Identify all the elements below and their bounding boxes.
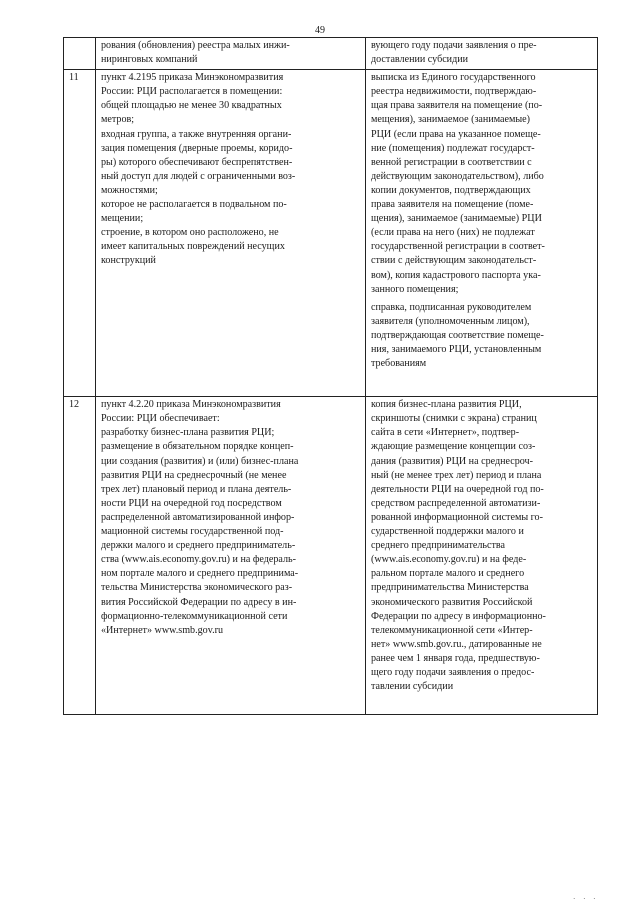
table-row [64,397,598,715]
requirement-text: пункт 4.2195 приказа Минэкономразвития России: РЦИ располагается в помещении: общей площадью не менее 30 квадратных метров; входная группа, а также внутренняя органи- зация помещения (дверные проемы, коридо- ры) которого обеспечивают беспрепятствен- ный доступ для людей с ограниченными воз- можностями; которое не располагается в подвальном по- мещении; строение, в котором оно расположено, не имеет капитальных повреждений несущих конструкций [101,72,296,267]
requirement-cell [96,70,366,397]
row-number [64,38,96,70]
requirement-cell [96,38,366,70]
row-number: 11 [64,70,96,397]
table-row [64,70,598,397]
documents-extra-text: справка, подписанная руководителем заявителя (уполномоченным лицом), подтверждающая соответствие помеще- ния, занимаемого РЦИ, установленным требованиям [371,301,544,370]
table-row [64,38,598,70]
documents-cell [366,397,598,715]
scan-marks: · · · [573,895,599,903]
requirement-text: рования (обновления) реестра малых инжи- ниринговых компаний [101,40,290,66]
documents-text: копия бизнес-плана развития РЦИ, скриншоты (снимки с экрана) страниц сайта в сети «Интернет», подтвер- ждающие размещение концепции соз- дания (развития) РЦИ на среднесроч- ный (не менее трех лет) период и плана деятельности РЦИ на очередной год по- средством распределенной автоматизи- рованной информационной системы го- сударственной поддержки малого и среднего предпринимательства (www.ais.economy.gov.ru) и на феде- ральном портале малого и среднего предпринимательства Министерства экономического развития Российской Федерации по адресу в информационно- телекоммуникационной сети «Интер- нет» www.smb.gov.ru., датированные не ранее чем 1 января года, предшествую- щего году подачи заявления о предос- тавлении субсидии [371,399,546,693]
page-number: 49 [315,25,325,36]
requirements-table [63,37,598,715]
requirement-text: пункт 4.2.20 приказа Минэкономразвития России: РЦИ обеспечивает: разработку бизнес-плана развития РЦИ; размещение в обязательном порядке концеп- ции создания (развития) и (или) бизнес-плана развития РЦИ на среднесрочный (не менее трех лет) плановый период и плана деятель- ности РЦИ на очередной год посредством распределенной автоматизированной инфор- мационной системы государственной под- держки малого и среднего предприниматель- ства (www.ais.economy.gov.ru) и на федераль- ном портале малого и среднего предпринима- тельства Министерства экономического раз- вития Российской Федерации по адресу в ин- формационно-телекоммуникационной сети «Интернет» www.smb.gov.ru [101,399,299,636]
documents-text: вующего году подачи заявления о пре- доставлении субсидии [371,40,537,66]
requirement-cell [96,397,366,715]
documents-cell [366,38,598,70]
documents-text: выписка из Единого государственного реестра недвижимости, подтверждаю- щая права заявителя на помещение (по- мещения), занимаемое (занимаемые) РЦИ (если права на указанное помеще- ние (помещения) подлежат государст- венной регистрации в соответствии с действующим законодательством), либо копии документов, подтверждающих права заявителя на помещение (поме- щения), занимаемое (занимаемые) РЦИ (если права на него (них) не подлежат государственной регистрации в соответ- ствии с действующим законодательст- вом), копия кадастрового паспорта ука- занного помещения; [371,72,545,295]
documents-cell [366,70,598,397]
row-number: 12 [64,397,96,715]
